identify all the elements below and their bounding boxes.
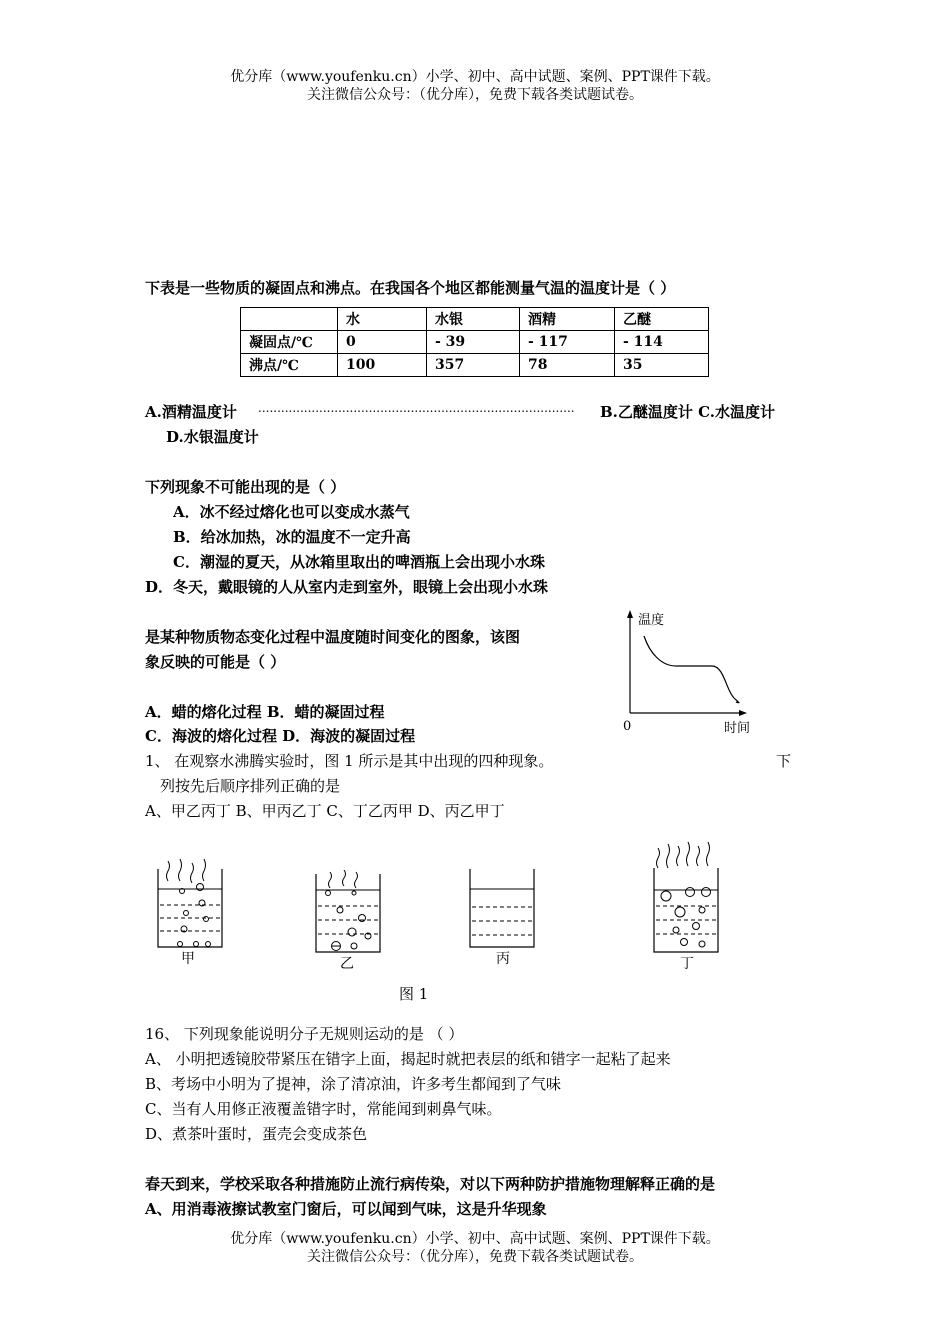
table-cell: 0 [338, 331, 427, 354]
graph-options-cd: C．海波的熔化过程 D．海波的凝固过程 [145, 727, 416, 745]
temperature-curve [644, 636, 739, 703]
y-axis-label: 温度 [638, 613, 665, 628]
boil-question-stem-1: 1、 在观察水沸腾实验时，图 1 所示是其中出现的四种现象。 [145, 752, 554, 770]
table-cell: - 39 [427, 331, 520, 354]
thermo-question-stem: 下表是一些物质的凝固点和沸点。在我国各个地区都能测量气温的温度计是（ ） [145, 279, 676, 297]
beaker-jia [150, 855, 230, 955]
q16-option-d: D、煮茶叶蛋时，蛋壳会变成茶色 [145, 1125, 368, 1143]
table-cell: 357 [427, 354, 520, 377]
temperature-time-graph [620, 608, 760, 738]
table-cell: 78 [520, 354, 615, 377]
table-cell: - 117 [520, 331, 615, 354]
q16-stem: 16、 下列现象能说明分子无规则运动的是 （ ） [145, 1025, 464, 1043]
phenom-option-a: A．冰不经过熔化也可以变成水蒸气 [173, 503, 410, 521]
spring-option-a: A、用消毒液擦试教室门窗后，可以闻到气味，这是升华现象 [145, 1200, 547, 1218]
figure-caption: 图 1 [399, 985, 429, 1003]
table-row [241, 354, 709, 377]
beaker-bing [462, 855, 542, 955]
table-cell: 沸点/℃ [241, 354, 338, 377]
footer-line-2: 关注微信公众号：（优分库），免费下载各类试题试卷。 [307, 1249, 643, 1265]
beaker-ding [646, 840, 726, 960]
table-cell [241, 308, 338, 331]
thermo-option-d: D.水银温度计 [166, 428, 259, 446]
phenom-option-b: B．给冰加热，冰的温度不一定升高 [173, 528, 411, 546]
table-cell: 水 [338, 308, 427, 331]
table-cell: 35 [615, 354, 709, 377]
table-cell: 乙醚 [615, 308, 709, 331]
leader-dots: ................................................................................... [258, 401, 575, 415]
table-cell: - 114 [615, 331, 709, 354]
table-cell: 凝固点/℃ [241, 331, 338, 354]
beaker-label-jia: 甲 [181, 951, 195, 967]
beaker-label-yi: 乙 [340, 956, 354, 972]
boil-question-stem-right: 下 [776, 752, 792, 770]
table-header-row [241, 308, 709, 331]
phenom-question-stem: 下列现象不可能出现的是（ ） [145, 478, 346, 496]
phenom-option-c: C．潮湿的夏天，从冰箱里取出的啤酒瓶上会出现小水珠 [173, 553, 545, 571]
boil-options: A、甲乙丙丁 B、甲丙乙丁 C、丁乙丙甲 D、丙乙甲丁 [145, 802, 505, 820]
header-line-1: 优分库（www.youfenku.cn）小学、初中、高中试题、案例、PPT课件下载。 [230, 69, 720, 85]
phenom-option-d: D．冬天，戴眼镜的人从室内走到室外，眼镜上会出现小水珠 [145, 578, 549, 596]
table-row [241, 331, 709, 354]
graph-options-ab: A．蜡的熔化过程 B．蜡的凝固过程 [145, 703, 385, 721]
beaker-label-bing: 丙 [496, 951, 510, 967]
q16-option-c: C、当有人用修正液覆盖错字时，常能闻到刺鼻气味。 [145, 1100, 502, 1118]
header-line-2: 关注微信公众号：（优分库），免费下载各类试题试卷。 [307, 87, 643, 103]
footer-line-1: 优分库（www.youfenku.cn）小学、初中、高中试题、案例、PPT课件下载。 [230, 1231, 720, 1247]
origin-label: 0 [623, 719, 632, 734]
graph-question-stem-1: 是某种物质物态变化过程中温度随时间变化的图象，该图 [145, 628, 521, 646]
substance-property-table [240, 307, 709, 377]
table-cell: 酒精 [520, 308, 615, 331]
graph-question-stem-2: 象反映的可能是（ ） [145, 653, 286, 671]
beaker-label-ding: 丁 [680, 956, 694, 972]
q16-option-a: A、 小明把透镜胶带紧压在错字上面，揭起时就把表层的纸和错字一起粘了起来 [145, 1050, 671, 1068]
thermo-option-a: A.酒精温度计 [145, 403, 237, 421]
q16-option-b: B、考场中小明为了提神，涂了清凉油，许多考生都闻到了气味 [145, 1075, 562, 1093]
table-cell: 100 [338, 354, 427, 377]
x-axis-arrow [739, 710, 747, 716]
beaker-yi [308, 860, 388, 960]
spring-question-stem: 春天到来，学校采取各种措施防止流行病传染，对以下两种防护措施物理解释正确的是 [145, 1175, 716, 1193]
boil-question-stem-2: 列按先后顺序排列正确的是 [160, 777, 341, 795]
y-axis-arrow [627, 610, 633, 618]
thermo-option-bc: B.乙醚温度计 C.水温度计 [600, 403, 776, 421]
table-cell: 水银 [427, 308, 520, 331]
x-axis-label: 时间 [724, 721, 751, 736]
